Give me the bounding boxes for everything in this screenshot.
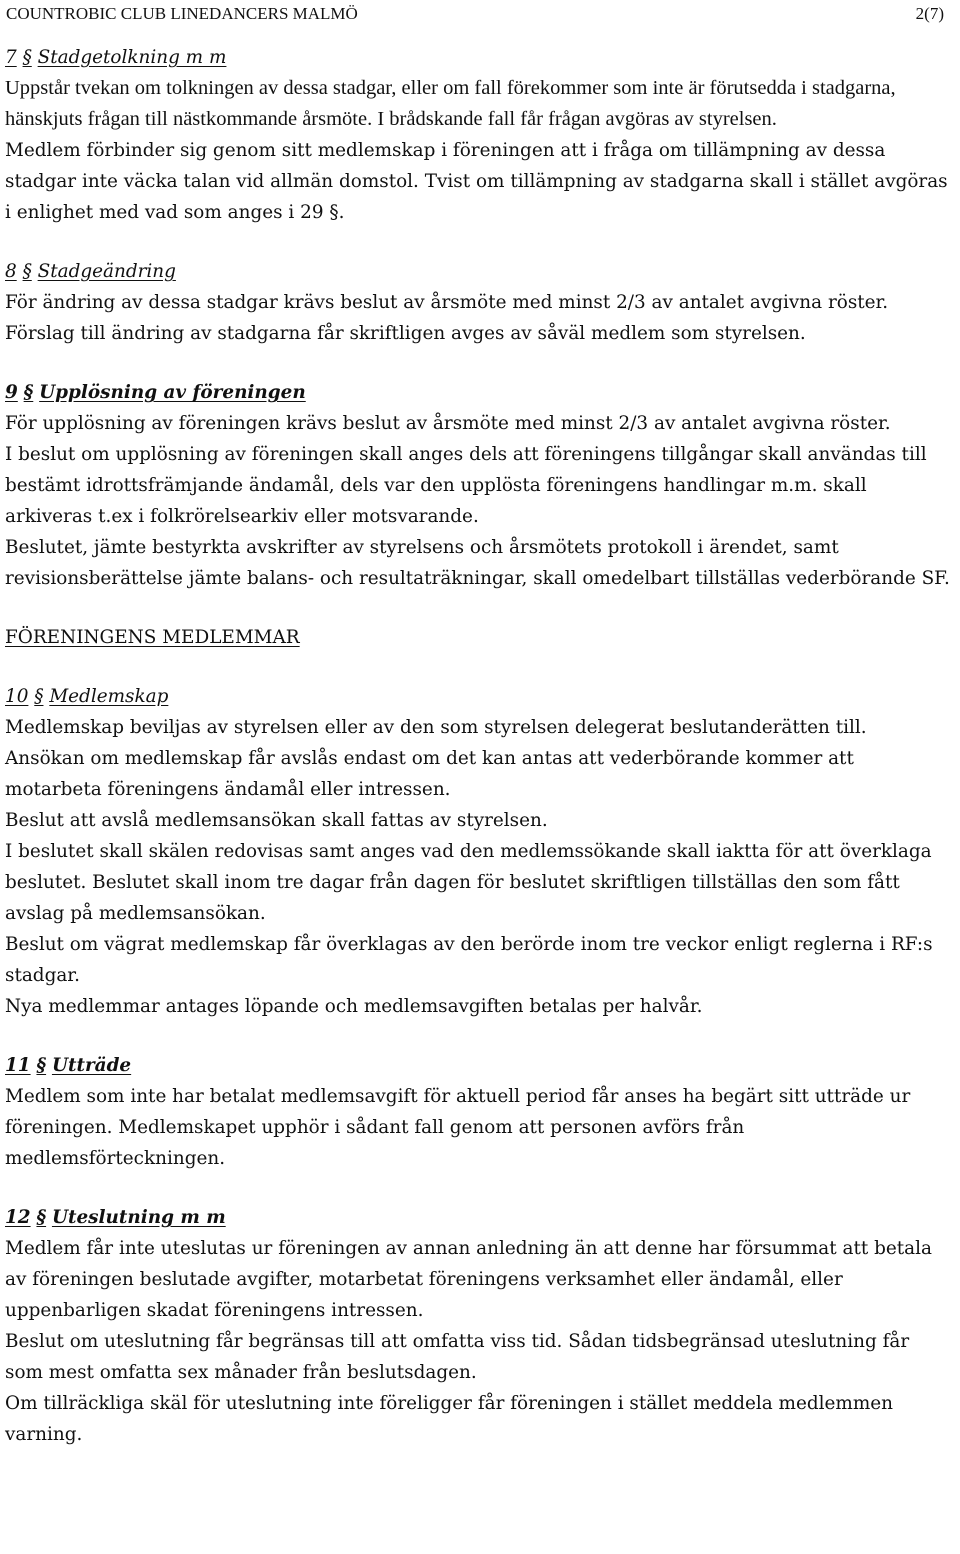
paragraph-mark: §	[22, 47, 32, 68]
section-12-paragraph-3: Om tillräckliga skäl för uteslutning inte föreligger får föreningen i stället meddela medlemmen varning.	[5, 1393, 894, 1445]
section-10-paragraph-5: Beslut om vägrat medlemskap får överklagas av den berörde inom tre veckor enligt reglerna i RF:s stadgar.	[5, 934, 933, 986]
section-10-paragraph-4: I beslutet skall skälen redovisas samt anges vad den medlemssökande skall iaktta för att överklaga beslutet. Beslutet skall inom tre dagar från dagen för beslutet skriftligen tillställas den som fått avslag på medlemsansökan.	[5, 841, 932, 924]
section-12-heading	[5, 1202, 950, 1233]
section-9-heading	[5, 377, 950, 408]
members-heading: FÖRENINGENS MEDLEMMAR	[5, 627, 300, 648]
paragraph-mark: §	[34, 686, 44, 707]
section-8-paragraph-2: Förslag till ändring av stadgarna får skriftligen avges av såväl medlem som styrelsen.	[5, 323, 806, 344]
section-12-paragraph-2: Beslut om uteslutning får begränsas till att omfatta viss tid. Sådan tidsbegränsad uteslutning får som mest omfatta sex månader från beslutsdagen.	[5, 1331, 910, 1383]
section-number: 8	[5, 261, 17, 282]
paragraph-mark: §	[36, 1055, 47, 1076]
section-8-paragraph-1: För ändring av dessa stadgar krävs beslut av årsmöte med minst 2/3 av antalet avgivna röster.	[5, 292, 889, 313]
section-12-paragraph-1: Medlem får inte uteslutas ur föreningen av annan anledning än att denne har försummat att betala av föreningen beslutade avgifter, motarbetat föreningens verksamhet eller ändamål, eller uppenbarligen skadat föreningens intressen.	[5, 1238, 932, 1321]
paragraph-mark: §	[22, 261, 32, 282]
section-9-paragraph-2: I beslut om upplösning av föreningen skall anges dels att föreningens tillgångar skall användas till bestämt idrottsfrämjande ändamål, dels var den upplösta föreningens handlingar m.m. skall arkiveras t.ex i folkrörelsearkiv eller motsvarande.	[5, 444, 927, 527]
section-title: Upplösning av föreningen	[39, 382, 306, 403]
section-7-paragraph-2: Medlem förbinder sig genom sitt medlemskap i föreningen att i fråga om tillämpning av dessa stadgar inte väcka talan vid allmän domstol. Tvist om tillämpning av stadgarna skall i stället avgöras i enlighet med vad som anges i 29 §.	[5, 140, 948, 223]
section-number: 10	[5, 686, 29, 707]
running-header	[6, 3, 944, 25]
section-title: Stadgeändring	[37, 261, 176, 282]
section-title: Stadgetolkning m m	[37, 47, 227, 68]
paragraph-mark: §	[23, 382, 34, 403]
section-number: 7	[5, 47, 17, 68]
section-title: Uteslutning m m	[51, 1207, 226, 1228]
club-name: COUNTROBIC CLUB LINEDANCERS MALMÖ	[6, 4, 358, 23]
section-7-paragraph-1: Uppstår tvekan om tolkningen av dessa stadgar, eller om fall förekommer som inte är förutsedda i stadgarna, hänskjuts frågan till nästkommande årsmöte. I brådskande fall får frågan avgöras av styrelsen.	[5, 77, 896, 130]
section-10-paragraph-3: Beslut att avslå medlemsansökan skall fattas av styrelsen.	[5, 810, 548, 831]
section-11-heading	[5, 1050, 950, 1081]
section-10-heading	[5, 681, 950, 712]
section-7-heading	[5, 42, 950, 73]
page-number: 2(7)	[915, 4, 944, 23]
section-number: 9	[5, 382, 18, 403]
section-number: 12	[5, 1207, 31, 1228]
section-9-paragraph-1: För upplösning av föreningen krävs beslut av årsmöte med minst 2/3 av antalet avgivna röster.	[5, 413, 891, 434]
paragraph-mark: §	[36, 1207, 47, 1228]
section-number: 11	[5, 1055, 31, 1076]
section-9-paragraph-3: Beslutet, jämte bestyrkta avskrifter av styrelsens och årsmötets protokoll i ärendet, samt revisionsberättelse jämte balans- och resultaträkningar, skall omedelbart tillställas vederbörande SF.	[5, 537, 950, 589]
document-body	[5, 42, 950, 1450]
section-11-paragraph-1: Medlem som inte har betalat medlemsavgift för aktuell period får anses ha begärt sitt utträde ur föreningen. Medlemskapet upphör i sådant fall genom att personen avförs från medlemsförteckningen.	[5, 1086, 911, 1169]
section-8-heading	[5, 256, 950, 287]
section-title: Utträde	[51, 1055, 132, 1076]
section-title: Medlemskap	[49, 686, 169, 707]
section-10-paragraph-6: Nya medlemmar antages löpande och medlemsavgiften betalas per halvår.	[5, 996, 703, 1017]
section-10-paragraph-2: Ansökan om medlemskap får avslås endast om det kan antas att vederbörande kommer att motarbeta föreningens ändamål eller intressen.	[5, 748, 854, 800]
section-10-paragraph-1: Medlemskap beviljas av styrelsen eller av den som styrelsen delegerat beslutanderätten till.	[5, 717, 867, 738]
